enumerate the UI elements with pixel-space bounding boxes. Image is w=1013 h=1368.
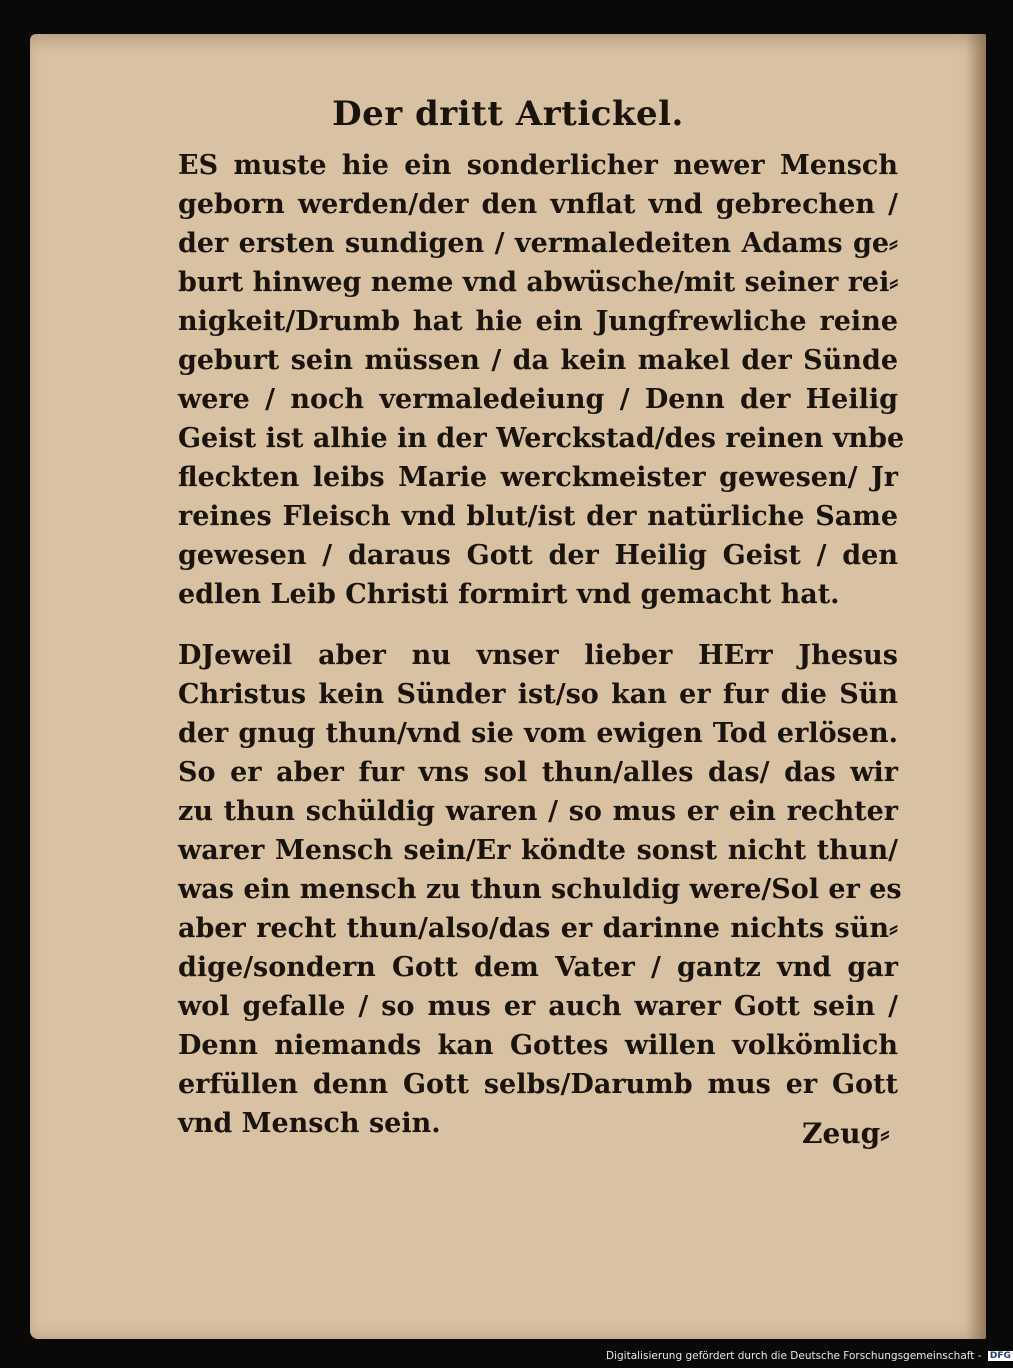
text-line: wol gefalle / so mus er auch warer Gott sein / — [178, 991, 898, 1022]
catchword: Zeug⸗ — [802, 1117, 890, 1150]
text-line: erfüllen denn Gott selbs/Darumb mus er Gott — [178, 1069, 898, 1100]
text-line: vnd Mensch sein. — [178, 1108, 441, 1139]
text-line: Geist ist alhie in der Werckstad/des reinen vnbe — [178, 423, 905, 454]
text-line: was ein mensch zu thun schuldig were/Sol er es — [178, 874, 902, 905]
book-page — [30, 34, 986, 1339]
text-line: Denn niemands kan Gottes willen volkömlich — [178, 1030, 898, 1061]
footer-text: Digitalisierung gefördert durch die Deutsche Forschungsgemeinschaft - — [606, 1350, 982, 1362]
text-line: dige/sondern Gott dem Vater / gantz vnd gar — [178, 952, 898, 983]
text-line: ES muste hie ein sonderlicher newer Mensch — [178, 150, 898, 181]
text-line: Christus kein Sünder ist/so kan er fur die Sün — [178, 679, 898, 710]
paragraph-1 — [178, 146, 905, 614]
page-gutter-shadow — [966, 34, 986, 1339]
digitization-footer — [606, 1350, 1013, 1362]
text-line: DJeweil aber nu vnser lieber HErr Jhesus — [178, 640, 898, 671]
body-text — [178, 146, 905, 1143]
dfg-logo: DFG — [989, 1351, 1011, 1361]
text-line: der ersten sundigen / vermaledeiten Adams ge⸗ — [178, 228, 898, 259]
text-line: warer Mensch sein/Er köndte sonst nicht thun/ — [178, 835, 898, 866]
text-line: reines Fleisch vnd blut/ist der natürliche Same — [178, 501, 898, 532]
text-line: gewesen / daraus Gott der Heilig Geist / den — [178, 540, 898, 571]
text-line: der gnug thun/vnd sie vom ewigen Tod erlösen. — [178, 718, 898, 749]
paragraph-2 — [178, 636, 902, 1143]
text-line: fleckten leibs Marie werckmeister gewesen/ Jr — [178, 462, 898, 493]
paragraph-gap — [178, 614, 898, 636]
text-line: edlen Leib Christi formirt vnd gemacht hat. — [178, 579, 840, 610]
text-line: aber recht thun/also/das er darinne nichts sün⸗ — [178, 913, 898, 944]
text-line: So er aber fur vns sol thun/alles das/ das wir — [178, 757, 898, 788]
text-line: were / noch vermaledeiung / Denn der Heilig — [178, 384, 898, 415]
text-line: burt hinweg neme vnd abwüsche/mit seiner rei⸗ — [178, 267, 899, 298]
text-line: geburt sein müssen / da kein makel der Sünde — [178, 345, 898, 376]
text-line: geborn werden/der den vnflat vnd gebrechen / — [178, 189, 898, 220]
text-line: zu thun schüldig waren / so mus er ein rechter — [178, 796, 898, 827]
page-heading: Der dritt Artickel. — [332, 94, 684, 134]
text-line: nigkeit/Drumb hat hie ein Jungfrewliche reine — [178, 306, 898, 337]
